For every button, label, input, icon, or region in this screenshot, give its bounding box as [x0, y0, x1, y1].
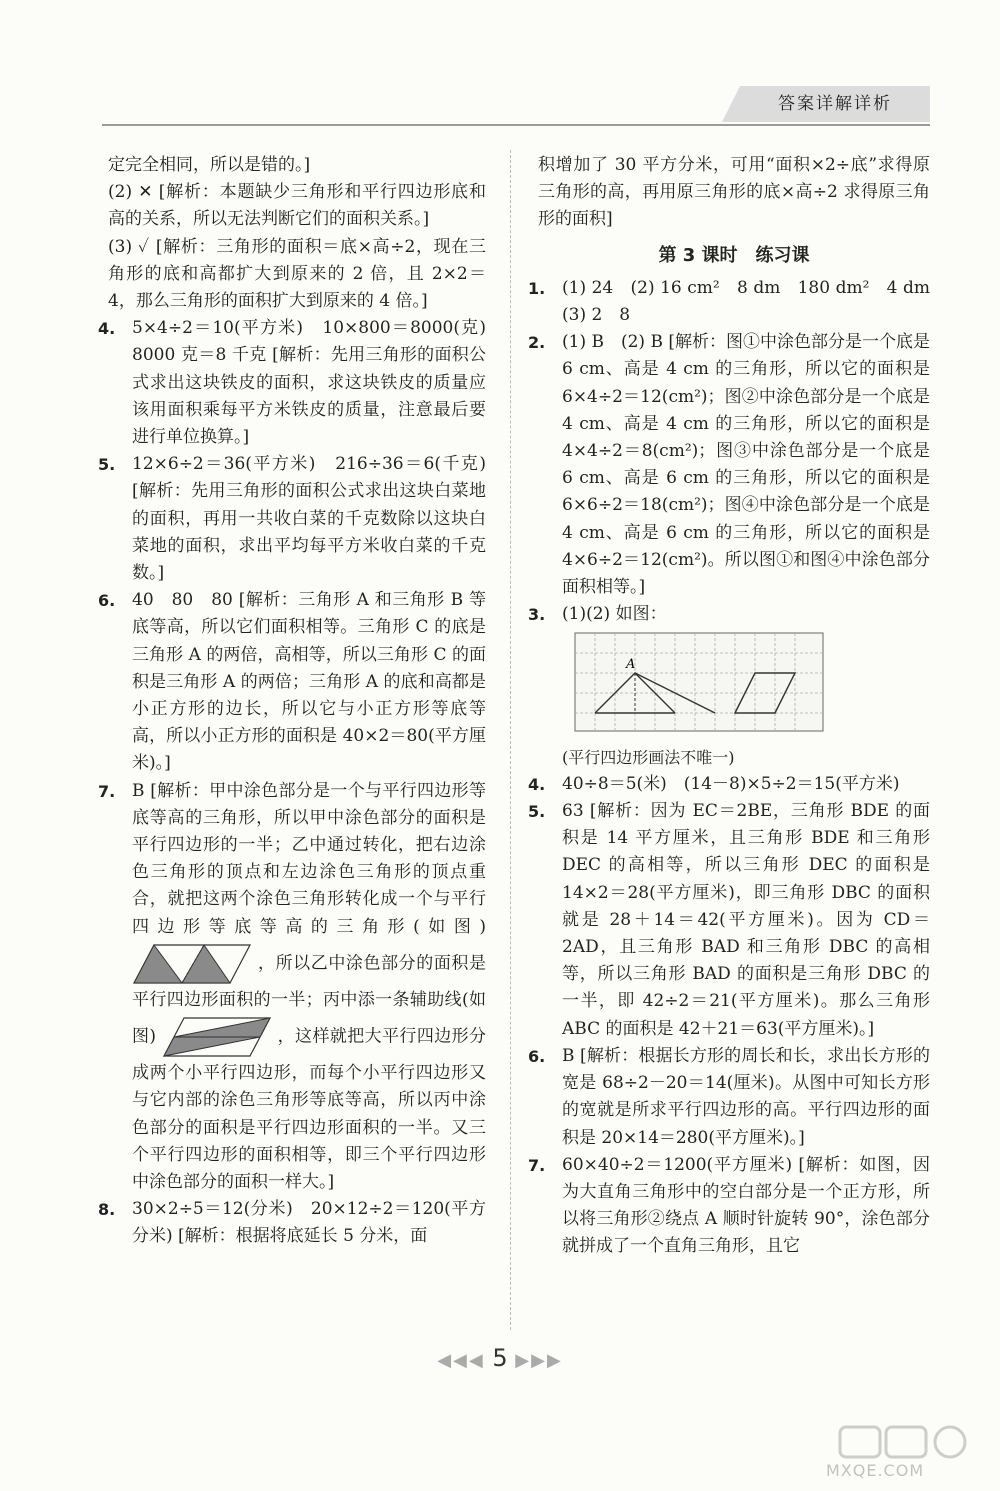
- answer-number: 5.: [98, 455, 116, 475]
- lesson-title: 第 3 课时 练习课: [658, 244, 810, 266]
- page-footer: [0, 1344, 1000, 1372]
- answer-text: 5×4÷2＝10(平方米) 10×800＝8000(克) 8000 克＝8 千克 [解析：先用三角形的面积公式求出这块铁皮的面积，求这块铁皮的质量应该用面积乘每平方米铁皮的质量，注意最后要进行单位换算。]: [132, 318, 503, 448]
- answer-continued: 积增加了 30 平方分米，可用“面积×2÷底”求得原三角形的高，再用原三角形的底×高÷2 求得原三角形的面积]: [538, 155, 930, 230]
- answer-number: 2.: [528, 333, 546, 353]
- answer-4: [528, 771, 930, 798]
- answer-7: [528, 1152, 930, 1261]
- answer-2: [528, 329, 930, 601]
- answer-text: 12×6÷2＝36(平方米) 216÷36＝6(千克) [解析：先用三角形的面积公式求出这块白菜地的面积，再用一共收白菜的千克数除以这块白菜地的面积，求出平均每平方米收白菜的千克数。]: [132, 454, 486, 584]
- left-arrows-icon: ◀◀◀: [437, 1350, 485, 1371]
- figure-parallelogram-auxiliary-line: [162, 1014, 272, 1060]
- answer-4: [98, 315, 503, 451]
- right-arrows-icon: ▶▶▶: [515, 1350, 563, 1371]
- page-number: 5: [492, 1344, 508, 1372]
- answer-8: [98, 1196, 486, 1250]
- answer-text: 30×2÷5＝12(分米) 20×12÷2＝120(平方分米) [解析：根据将底延长 5 分米，面: [132, 1199, 486, 1247]
- answer-6: [98, 587, 486, 777]
- answer-note: (平行四边形画法不唯一): [562, 747, 735, 767]
- answer-3: [528, 601, 930, 771]
- answer-number: 4.: [528, 774, 546, 794]
- answer-7: [98, 778, 487, 1196]
- answer-number: 5.: [528, 802, 546, 822]
- answer-7-part-a: B [解析：甲中涂色部分是一个与平行四边形等底等高的三角形，所以甲中涂色部分的面积是平行四边形的一半；乙中通过转化，把右边涂色三角形的顶点和左边涂色三角形的顶点重合，就把这两个涂色三角形转化成一个与平行四边形等底等高的三角形(如图): [132, 780, 486, 937]
- left-column: [98, 152, 503, 1251]
- answer-1: [528, 275, 947, 329]
- answer-text: [132, 778, 486, 1196]
- answer-text: 40÷8＝5(米) (14－8)×5÷2＝15(平方米): [562, 773, 900, 794]
- answer-7-part-c: ，这样就把大平行四边形分成两个小平行四边形，而每个小平行四边形又与它内部的涂色三角形等底等高，所以丙中涂色部分的面积是平行四边形面积的一半。又三个平行四边形的面积相等，即三个平行四边形中涂色部分的面积一样大。]: [132, 1026, 487, 1192]
- answer-number: 7.: [528, 1155, 546, 1175]
- answer-number: 8.: [98, 1200, 116, 1220]
- answer-text: (1) 24 (2) 16 cm² 8 dm 180 dm² 4 dm (3) 2 8: [562, 277, 947, 326]
- right-column: [528, 152, 947, 1261]
- answer-3-2: (2) ✕ [解析：本题缺少三角形和平行四边形底和高的关系，所以无法判断它们的面积关系。]: [108, 182, 486, 230]
- answer-text: B [解析：根据长方形的周长和长，求出长方形的宽是 68÷2－20＝14(厘米)。从图中可知长方形的宽就是所求平行四边形的高。平行四边形的面积是 20×14＝280(平方厘米)。]: [562, 1045, 930, 1148]
- answer-number: 7.: [98, 781, 116, 801]
- answer-5: [98, 451, 486, 587]
- answer-text: (1)(2) 如图：: [562, 604, 667, 625]
- answer-text: 40 80 80 [解析：三角形 A 和三角形 B 等底等高，所以它们面积相等。三角形 C 的底是三角形 A 的两倍，高相等，所以三角形 C 的面积是三角形 A 的两倍；三角形 A 的底和高都是小正方形的边长，所以它与小正方形等底等高，所以小正方形的面积是 40×2＝80(平方厘米)。]: [132, 590, 486, 774]
- header-rule: [102, 124, 930, 126]
- answer-number: 3.: [528, 605, 546, 625]
- answer-text: (1) B (2) B [解析：图①中涂色部分是一个底是 6 cm、高是 4 cm 的三角形，所以它的面积是 6×4÷2＝12(cm²)；图②中涂色部分是一个底是 4 cm、高是 4 cm 的三角形，所以它的面积是 4×4÷2＝8(cm²)；图③中涂色部分是一个底是 6 cm、高是 6 cm 的三角形，所以它的面积是 6×6÷2＝18(cm²)；图④中涂色部分是一个底是 4 cm、高是 6 cm 的三角形，所以它的面积是 4×6÷2＝12(cm²)。所以图①和图④中涂色部分面积相等。]: [562, 332, 930, 598]
- header-tab: 答案详解详析: [740, 86, 930, 122]
- answer-continued: 定完全相同，所以是错的。]: [108, 155, 311, 175]
- figure-parallelogram-triangles: [132, 941, 252, 987]
- answer-number: 6.: [528, 1046, 546, 1066]
- grid-point-label: A: [626, 657, 636, 673]
- answer-7-part-b: ，所以乙中涂色部分的面积是平行四边形面积的一半；丙中添一条辅助线(如图): [132, 953, 487, 1047]
- answer-number: 1.: [528, 278, 546, 298]
- answer-number: 6.: [98, 591, 116, 611]
- answer-text: 60×40÷2＝1200(平方厘米) [解析：如图，因为大直角三角形中的空白部分是一个正方形，所以将三角形②绕点 A 顺时针旋转 90°，涂色部分就拼成了一个直角三角形，且它: [562, 1154, 930, 1257]
- answer-6: [528, 1043, 930, 1152]
- column-divider: [510, 150, 511, 1330]
- grid-figure: [574, 632, 824, 732]
- watermark-logo: [820, 1425, 980, 1481]
- answer-number: 4.: [98, 319, 116, 339]
- answer-text: 63 [解析：因为 EC＝2BE，三角形 BDE 的面积是 14 平方厘米，且三角形 BDE 和三角形 DEC 的高相等，所以三角形 DEC 的面积是 14×2＝28(平方厘米)，即三角形 DBC 的面积就是 28＋14＝42(平方厘米)。因为 CD＝2AD，且三角形 BAD 和三角形 DBC 的高相等，所以三角形 BAD 的面积是三角形 DBC 的一半，即 42÷2＝21(平方厘米)。那么三角形 ABC 的面积是 42＋21＝63(平方厘米)。]: [562, 801, 930, 1039]
- watermark-text: MXQE.COM: [826, 1461, 925, 1480]
- answer-3-3: (3) ✓ [解析：三角形的面积＝底×高÷2，现在三角形的底和高都扩大到原来的 2 倍，且 2×2＝4，那么三角形的面积扩大到原来的 4 倍。]: [108, 236, 486, 312]
- answer-5: [528, 798, 930, 1043]
